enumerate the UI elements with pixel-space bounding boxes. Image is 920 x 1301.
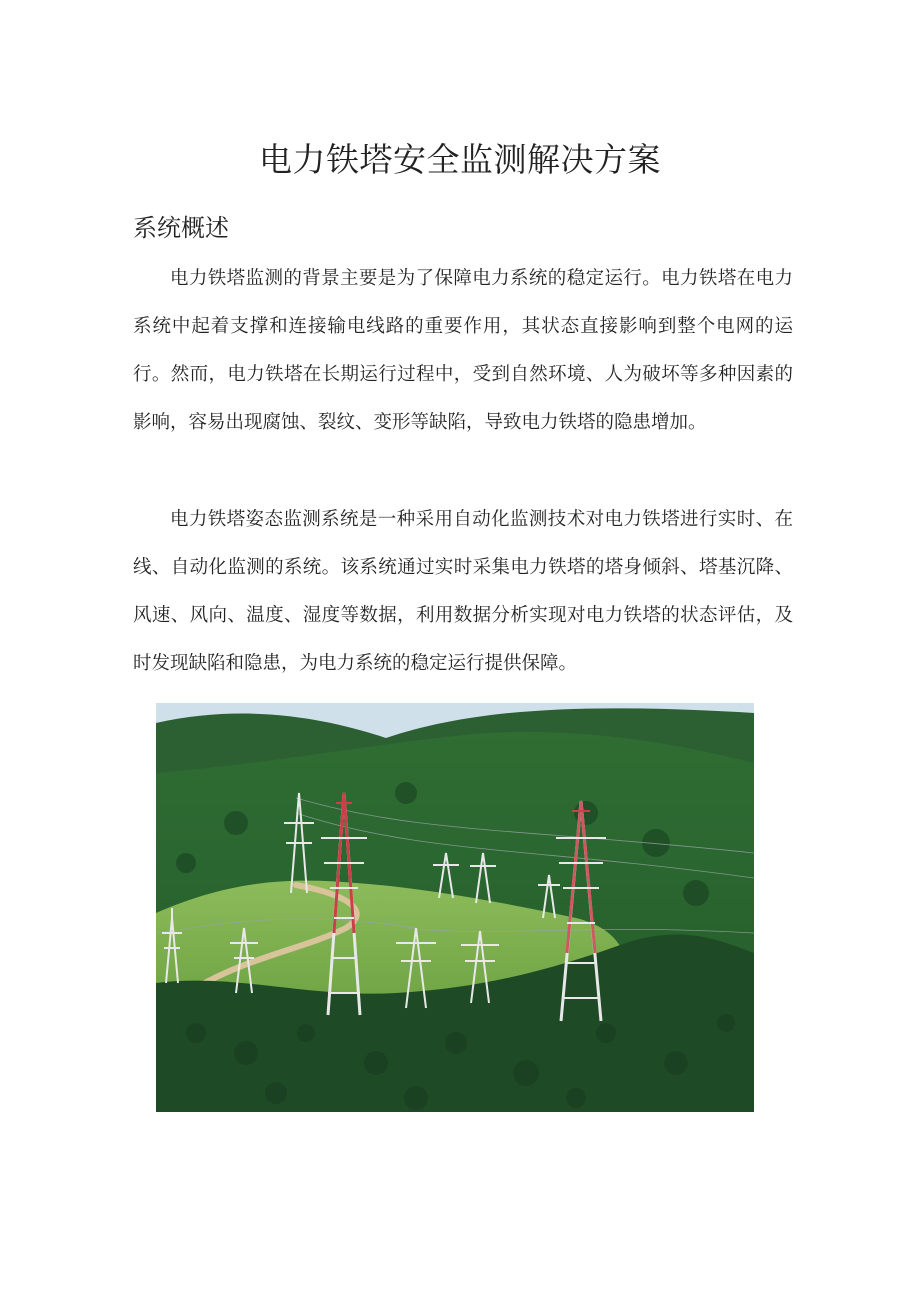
document-title: 电力铁塔安全监测解决方案 — [259, 140, 661, 179]
power-tower-photo — [156, 703, 754, 1112]
paragraph-system-description: 电力铁塔姿态监测系统是一种采用自动化监测技术对电力铁塔进行实时、在线、自动化监测的系统。该系统通过实时采集电力铁塔的塔身倾斜、塔基沉降、风速、风向、温度、湿度等数据，利用数据分析实现对电力铁塔的状态评估，及时发现缺陷和隐患，为电力系统的稳定运行提供保障。 — [133, 509, 793, 674]
paragraph-background: 电力铁塔监测的背景主要是为了保障电力系统的稳定运行。电力铁塔在电力系统中起着支撑和连接输电线路的重要作用，其状态直接影响到整个电网的运行。然而，电力铁塔在长期运行过程中，受到自然环境、人为破坏等多种因素的影响，容易出现腐蚀、裂纹、变形等缺陷，导致电力铁塔的隐患增加。 — [133, 268, 793, 433]
section-heading: 系统概述 — [133, 214, 229, 242]
